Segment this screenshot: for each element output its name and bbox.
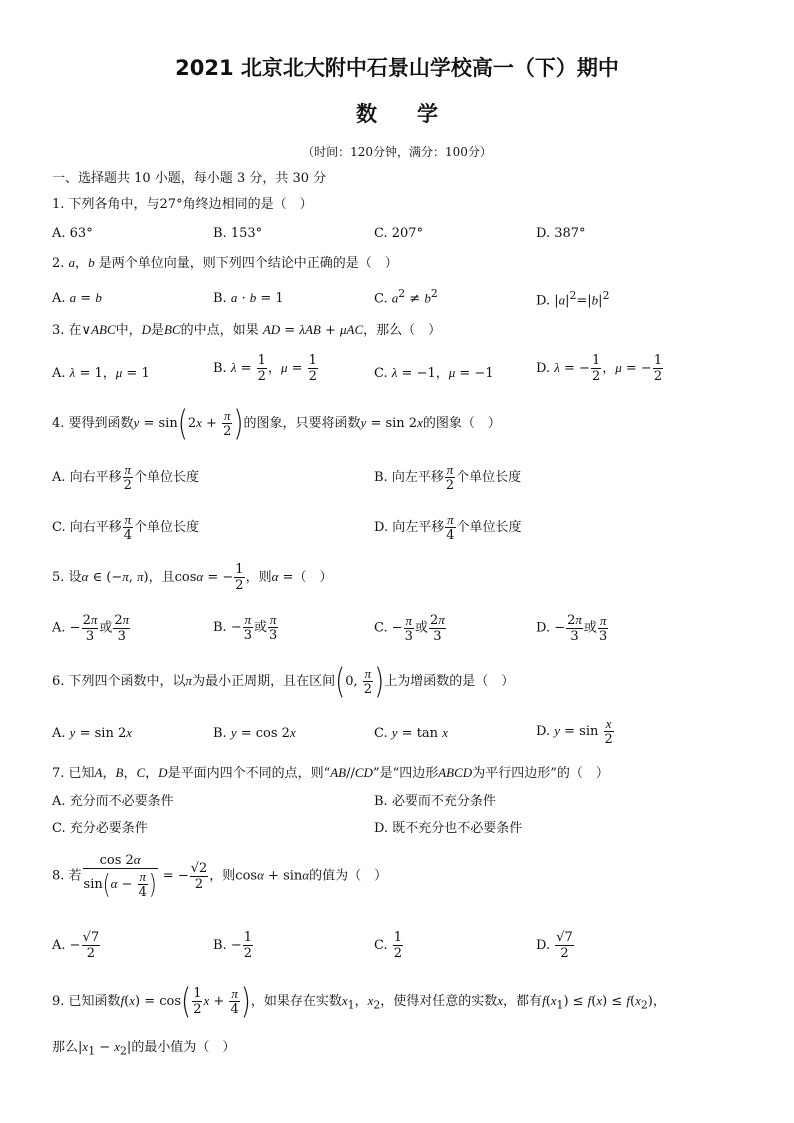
q4-option-a: A. 向右平移 $\frac{\pi}{2}$ 个单位长度 [52, 462, 199, 493]
q4-stem: 4. 要得到函数y = sin(2x + $\frac{\pi}{2}$ )的图象，只要将函数y = sin 2x的图象（ ） [52, 403, 501, 444]
q9-stem-line1: 9. 已知函数f(x) = cos( $\frac{1}{2}$ x + $\frac{\pi}{4}$ )，如果存在实数$x_1$，$x_2$，使得对任意的实数x，都有$f(x_1) \le f(x) \le f(x_2)$， [52, 981, 666, 1022]
q3-option-a: A. λ = 1，μ = 1 [52, 365, 150, 381]
q4-option-c: C. 向右平移 $\frac{\pi}{4}$ 个单位长度 [52, 512, 200, 543]
section-heading: 一、选择题共 10 小题，每小题 3 分，共 30 分 [52, 171, 327, 186]
q3-stem: 3. 在∨ABC中，D是BC的中点，如果 AD = λAB + μAC，那么（ ） [52, 322, 442, 338]
q1-option-b: B. 153° [213, 226, 263, 241]
q5-option-c: C. − $\frac{\pi}{3}$ 或 $\frac{2\pi}{3}$ [374, 612, 445, 644]
q7-stem: 7. 已知A，B，C，D是平面内四个不同的点，则“AB//CD”是“四边形ABCD为平行四边形”的（ ） [52, 765, 609, 781]
q8-option-b: B. − $\frac{1}{2}$ [213, 930, 252, 961]
q2-stem-text: 是两个单位向量，则下列四个结论中正确的是（ ） [98, 256, 398, 271]
q7-option-c: C. 充分必要条件 [52, 821, 148, 836]
q8-stem: 8. 若 cos 2α sin(α − $\frac{\pi}{4}$ ) = − $\frac{√2}{2}$ ，则cosα + sinα的值为（ ） [52, 852, 388, 901]
q2-option-b: B. a · b = 1 [213, 290, 284, 306]
q8-option-d: D. $\frac{√7}{2}$ [536, 930, 573, 961]
q4-option-b: B. 向左平移 $\frac{\pi}{2}$ 个单位长度 [374, 462, 522, 493]
q9-stem-line2: 那么$|x_1 - x_2|$的最小值为（ ） [52, 1039, 236, 1058]
q8-option-a: A. − $\frac{√7}{2}$ [52, 930, 100, 961]
q5-option-a: A. − $\frac{2\pi}{3}$ 或 $\frac{2\pi}{3}$ [52, 612, 130, 644]
q1-option-a: A. 63° [52, 226, 93, 241]
q4-option-d: D. 向左平移 $\frac{\pi}{4}$ 个单位长度 [374, 512, 522, 543]
subject-title: 数学 [356, 102, 478, 126]
exam-title: 2021 北京北大附中石景山学校高一（下）期中 [175, 56, 619, 80]
q1-option-d: D. 387° [536, 226, 586, 241]
q6-option-d: D. y = sin $\frac{x}{2}$ [536, 716, 613, 747]
q3-option-b: B. λ = $\frac{1}{2}$ ，μ = $\frac{1}{2}$ [213, 353, 317, 384]
q2-option-d: D. $|a|^2=|b|^2$ [536, 289, 610, 309]
q3-option-d: D. λ = − $\frac{1}{2}$ ，μ = − $\frac{1}{2}$ [536, 353, 663, 384]
q1-option-c: C. 207° [374, 226, 424, 241]
q3-option-c: C. λ = −1，μ = −1 [374, 365, 494, 381]
q2-option-a: A. a = b [52, 290, 102, 306]
q2-option-c: C. $a^2 \ne b^2$ [374, 287, 438, 307]
q6-option-a: A. y = sin 2x [52, 725, 132, 741]
q6-option-b: B. y = cos 2x [213, 725, 296, 741]
q5-option-d: D. − $\frac{2\pi}{3}$ 或 $\frac{\pi}{3}$ [536, 612, 608, 644]
q8-option-c: C. $\frac{1}{2}$ [374, 930, 403, 961]
q5-stem: 5. 设α ∈ (−π, π)，且cosα = − $\frac{1}{2}$ ，则α =（ ） [52, 562, 333, 593]
q5-option-b: B. − $\frac{\pi}{3}$ 或 $\frac{\pi}{3}$ [213, 612, 278, 643]
q7-option-b: B. 必要而不充分条件 [374, 794, 496, 809]
q2-number: 2. [52, 256, 65, 271]
q7-option-d: D. 既不充分也不必要条件 [374, 821, 523, 836]
q7-option-a: A. 充分而不必要条件 [52, 794, 174, 809]
q1-stem: 1. 下列各角中，与27°角终边相同的是（ ） [52, 197, 313, 212]
q6-option-c: C. y = tan x [374, 725, 448, 741]
q2-stem: 2. a，b 是两个单位向量，则下列四个结论中正确的是（ ） [52, 255, 398, 271]
q6-stem: 6. 下列四个函数中，以π为最小正周期，且在区间(0, $\frac{\pi}{2}$ )上为增函数的是（ ） [52, 661, 515, 702]
q2-vectors: a [68, 255, 76, 270]
exam-meta: （时间：120分钟，满分：100分） [302, 145, 492, 159]
